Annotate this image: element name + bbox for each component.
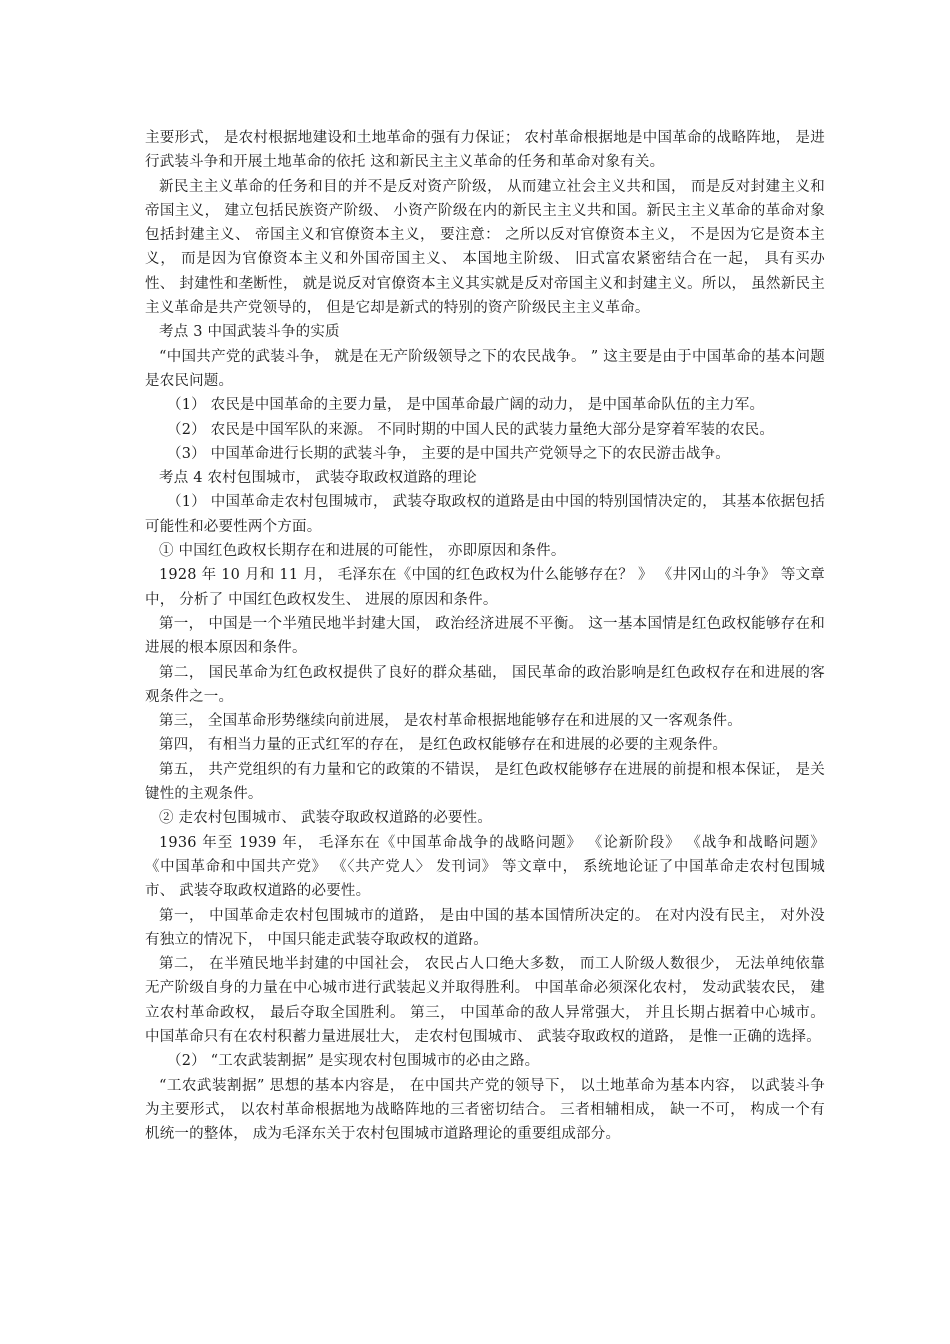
paragraph-1928-analysis: 1928 年 10 月和 11 月， 毛泽东在《中国的红色政权为什么能够存在？ 》 《井冈山的斗争》 等文章中， 分析了 中国红色政权发生、 进展的原因和条件。: [145, 567, 825, 608]
paragraph-necessity-second-third: 第二， 在半殖民地半封建的中国社会， 农民占人口绝大多数， 而工人阶级人数很少， 无法单纯依靠无产阶级自身的力量在中心城市进行武装起义并取得胜利。 中国革命必须深化农村， 发动武装农民， 建立农村革命政权， 最后夺取全国胜利。 第三， 中国革命的敌人异常强大， 并且长期占据着中心城市。 中国革命只有在农村积蓄力量进展壮大， 走农村包围城市、 武装夺取政权的道路， 是惟一正确的选择。: [145, 956, 825, 1045]
heading-point-3: 考点 3 中国武装斗争的实质: [159, 324, 340, 341]
paragraph-armed-separatism: （2） “工农武装割据” 是实现农村包围城市的必由之路。: [167, 1053, 540, 1070]
paragraph-armed-separatism-content: “工农武装割据” 思想的基本内容是， 在中国共产党的领导下， 以土地革命为基本内容， 以武装斗争为主要形式， 以农村革命根据地为战略阵地的三者密切结合。 三者相辅相成， 缺一不可， 构成一个有机统一的整体， 成为毛泽东关于农村包围城市道路理论的重要组成部分。: [145, 1077, 825, 1143]
paragraph-fourth-reason: 第四， 有相当力量的正式红军的存在， 是红色政权能够存在和进展的必要的主观条件。: [159, 737, 728, 754]
paragraph-continuation: 主要形式， 是农村根据地建设和土地革命的强有力保证； 农村革命根据地是中国革命的战略阵地， 是进行武装斗争和开展土地革命的依托 这和新民主主义革命的任务和革命对象有关。: [145, 130, 825, 171]
paragraph-fifth-reason: 第五， 共产党组织的有力量和它的政策的不错误， 是红色政权能够存在进展的前提和根本保证， 是关键性的主观条件。: [145, 761, 825, 803]
document-body: [145, 126, 825, 1146]
heading-point-4: 考点 4 农村包围城市， 武装夺取政权道路的理论: [159, 470, 477, 487]
paragraph-third-reason: 第三， 全国革命形势继续向前进展， 是农村革命根据地能够存在和进展的又一客观条件。: [159, 713, 742, 730]
subheading-necessity: ② 走农村包围城市、 武装夺取政权道路的必要性。: [159, 810, 493, 827]
list-item-2: （2） 农民是中国军队的来源。 不同时期的中国人民的武装力量绝大部分是穿着军装的农民。: [167, 421, 775, 438]
paragraph-armed-struggle-essence: “中国共产党的武装斗争， 就是在无产阶级领导之下的农民战争。 ” 这主要是由于中国革命的基本问题是农民问题。: [145, 348, 825, 389]
list-item-1: （1） 农民是中国革命的主要力量， 是中国革命最广阔的动力， 是中国革命队伍的主力军。: [167, 397, 765, 414]
paragraph-second-reason: 第二， 国民革命为红色政权提供了良好的群众基础， 国民革命的政治影响是红色政权存在和进展的客观条件之一。: [145, 664, 825, 705]
subheading-possibility: ① 中国红色政权长期存在和进展的可能性， 亦即原因和条件。: [159, 543, 566, 560]
list-item-3: （3） 中国革命进行长期的武装斗争， 主要的是中国共产党领导之下的农民游击战争。: [167, 445, 730, 462]
paragraph-road-basis: （1） 中国革命走农村包围城市， 武装夺取政权的道路是由中国的特别国情决定的， 其基本依据包括可能性和必要性两个方面。: [145, 494, 825, 535]
paragraph-1936-analysis: 1936 年至 1939 年， 毛泽东在《中国革命战争的战略问题》 《论新阶段》 《战争和战略问题》 《中国革命和中国共产党》 《〈共产党人〉 发刊词》 等文章中， 系统地论证了中国革命走农村包围城市、 武装夺取政权道路的必要性。: [145, 834, 825, 900]
paragraph-first-reason: 第一， 中国是一个半殖民地半封建大国， 政治经济进展不平衡。 这一基本国情是红色政权能够存在和进展的根本原因和条件。: [145, 615, 825, 657]
paragraph-new-democratic-revolution: 新民主主义革命的任务和目的并不是反对资产阶级， 从而建立社会主义共和国， 而是反对封建主义和帝国主义， 建立包括民族资产阶级、 小资产阶级在内的新民主主义共和国。新民主主义革命的革命对象包括封建主义、 帝国主义和官僚资本主义， 要注意： 之所以反对官僚资本主义， 不是因为它是资本主义， 而是因为官僚资本主义和外国帝国主义、 本国地主阶级、 旧式富农紧密结合在一起， 具有买办性、 封建性和垄断性， 就是说反对官僚资本主义其实就是反对帝国主义和封建主义。所以， 虽然新民主主义革命是共产党领导的， 但是它却是新式的特别的资产阶级民主主义革命。: [145, 178, 825, 317]
paragraph-necessity-first: 第一， 中国革命走农村包围城市的道路， 是由中国的基本国情所决定的。 在对内没有民主， 对外没有独立的情况下， 中国只能走武装夺取政权的道路。: [145, 907, 825, 948]
